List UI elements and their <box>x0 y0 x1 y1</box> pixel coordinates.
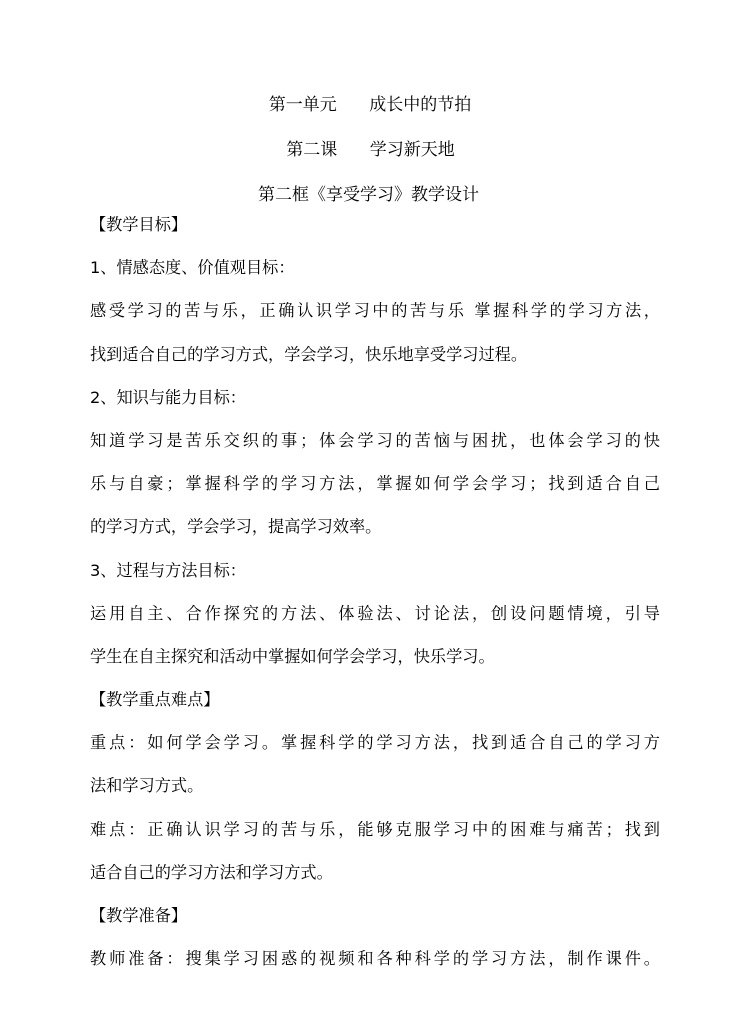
goal-1-line: 找到适合自己的学习方式，学会学习，快乐地享受学习过程。 <box>90 344 528 364</box>
goal-3-line: 学生在自主探究和活动中掌握如何学会学习，快乐学习。 <box>90 646 495 666</box>
difficulty-line: 难点：正确认识学习的苦与乐，能够克服学习中的困难与痛苦；找到 <box>90 819 660 839</box>
goals-heading: 【教学目标】 <box>90 215 188 234</box>
document-body <box>90 203 660 980</box>
key-points-heading: 【教学重点难点】 <box>90 690 220 710</box>
difficulty-line: 适合自己的学习方法和学习方式。 <box>90 862 333 882</box>
goal-3-line: 运用自主、合作探究的方法、体验法、讨论法，创设问题情境，引导 <box>90 603 660 623</box>
goal-1-title: 1、情感态度、价值观目标： <box>90 258 295 278</box>
goal-2-line: 的学习方式，学会学习，提高学习效率。 <box>90 517 382 537</box>
preparation-heading: 【教学准备】 <box>90 906 188 925</box>
focus-line: 重点：如何学会学习。掌握科学的学习方法，找到适合自己的学习方 <box>90 733 660 753</box>
focus-line: 法和学习方式。 <box>90 776 204 796</box>
lesson-title: 第二课 学习新天地 <box>286 140 455 160</box>
goal-2-line: 乐与自豪；掌握科学的学习方法，掌握如何学会学习；找到适合自己 <box>90 474 660 494</box>
goal-3-title: 3、过程与方法目标： <box>90 560 246 580</box>
goal-2-line: 知道学习是苦乐交织的事；体会学习的苦恼与困扰，也体会学习的快 <box>90 430 660 450</box>
unit-title: 第一单元 成长中的节拍 <box>268 95 472 115</box>
teacher-preparation-line: 教师准备：搜集学习困惑的视频和各种科学的学习方法，制作课件。 <box>90 949 660 969</box>
goal-1-line: 感受学习的苦与乐，正确认识学习中的苦与乐 掌握科学的学习方法， <box>90 301 660 321</box>
title-block <box>0 83 737 218</box>
goal-2-title: 2、知识与能力目标： <box>90 387 246 407</box>
section-title: 第二框《享受学习》教学设计 <box>258 185 479 205</box>
